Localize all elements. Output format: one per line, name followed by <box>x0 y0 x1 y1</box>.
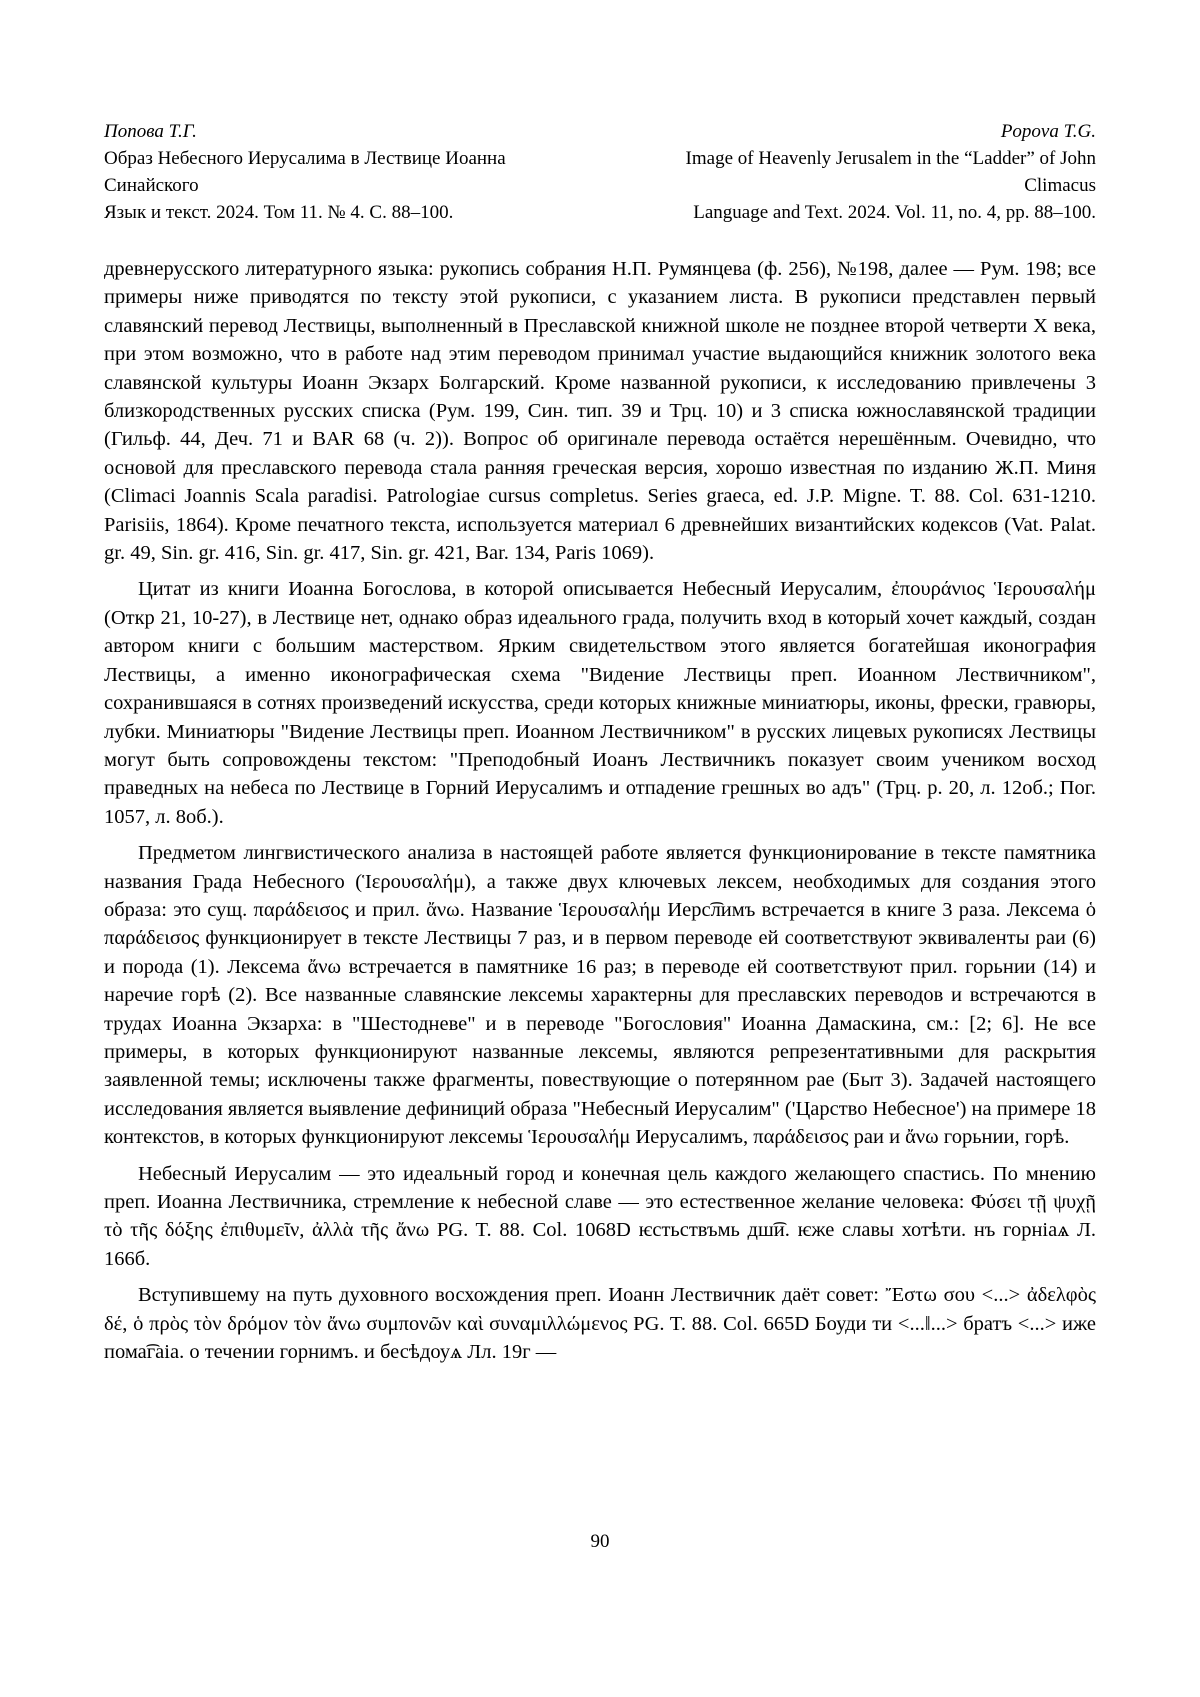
article-header <box>104 0 1096 226</box>
body-paragraph-2: Цитат из книги Иоанна Богослова, в которой описывается Небесный Иерусалим, ἐπουράνιος Ἱερουσαλήμ (Откр 21, 10-27), в Лествице нет, однако образ идеального града, получить вход в который хочет каждый, создан автором книги с большим мастерством. Ярким свидетельством этого является богатейшая иконография Лествицы, а именно иконографическая схема "Видение Лествицы преп. Иоанном Лествичником", сохранившаяся в сотнях произведений искусства, среди которых книжные миниатюры, иконы, фрески, гравюры, лубки. Миниатюры "Видение Лествицы преп. Иоанном Лествичником" в русских лицевых рукописях Лествицы могут быть сопровождены текстом: "Преподобный Иоанъ Лествичникъ показует своим учеником восход праведных на небеса по Лествице в Горний Иерусалимъ и отпадение грешных во адъ" (Трц. р. 20, л. 12об.; Пог. 1057, л. 8об.). <box>104 578 1096 828</box>
header-english <box>624 118 1096 226</box>
body-paragraph-4: Небесный Иерусалим — это идеальный город и конечная цель каждого желающего спастись. По мнению преп. Иоанна Лествичника, стремление к небесной славе — это естественное желание человека: Φύσει τῇ ψυχῇ τὸ τῆς δόξης ἐπιθυμεῖν, ἀλλὰ τῆς ἄνω PG. T. 88. Col. 1068D ѥстьствъмь дш͡и. ѥже славы хотѣти. нъ горніаѧ Л. 166б. <box>104 1162 1096 1270</box>
body-paragraph-1: древнерусского литературного языка: рукопись собрания Н.П. Румянцева (ф. 256), №198, далее — Рум. 198; все примеры ниже приводятся по тексту этой рукописи, с указанием листа. В рукописи представлен первый славянский перевод Лествицы, выполненный в Преславской книжной школе не позднее второй четверти X века, при этом возможно, что в работе над этим переводом принимал участие выдающийся книжник золотого века славянской культуры Иоанн Экзарх Болгарский. Кроме названной рукописи, к исследованию привлечены 3 близкородственных русских списка (Рум. 199, Син. тип. 39 и Трц. 10) и 3 списка южнославянской традиции (Гильф. 44, Деч. 71 и BAR 68 (ч. 2)). Вопрос об оригинале перевода остаётся нерешённым. Очевидно, что основой для преславского перевода стала ранняя греческая версия, хорошо известная по изданию Ж.П. Миня (Climaci Joannis Scala paradisi. Patrologiae cursus completus. Series graeca, ed. J.P. Migne. T. 88. Col. 631-1210. Parisiis, 1864). Кроме печатного текста, используется материал 6 древнейших византийских кодексов (Vat. Palat. gr. 49, Sin. gr. 416, Sin. gr. 417, Sin. gr. 421, Bar. 134, Paris 1069). <box>104 258 1096 565</box>
article-body <box>104 255 1096 1366</box>
article-title-en: Image of Heavenly Jerusalem in the “Ladder” of John Climacus <box>685 148 1096 196</box>
author-ru: Попова Т.Г. <box>104 121 197 142</box>
body-paragraph-3: Предметом лингвистического анализа в настоящей работе является функционирование в тексте памятника названия Града Небесного (Ἱερουσαλήμ), а также двух ключевых лексем, необходимых для создания этого образа: это сущ. παράδεισος и прил. ἄνω. Название Ἱερουσαλήμ Иерс͡лимъ встречается в книге 3 раза. Лексема ὁ παράδεισος функционирует в тексте Лествицы 7 раз, и в первом переводе ей соответствуют эквиваленты раи (6) и порода (1). Лексема ἄνω встречается в памятнике 16 раз; в переводе ей соответствуют прил. горьнии (14) и наречие горѣ (2). Все названные славянские лексемы характерны для преславских переводов и встречаются в трудах Иоанна Экзарха: в "Шестодневе" и в переводе "Богословия" Иоанна Дамаскина, см.: [2; 6]. Не все примеры, в которых функционируют названные лексемы, являются репрезентативными для раскрытия заявленной темы; исключены также фрагменты, повествующие о потерянном рае (Быт 3). Задачей настоящего исследования является выявление дефиниций образа "Небесный Иерусалим" ('Царство Небесное') на примере 18 контекстов, в которых функционируют лексемы Ἱερουσαλήμ Иерусалимъ, παράδεισος раи и ἄνω горьнии, горѣ. <box>104 842 1096 1149</box>
citation-ru: Язык и текст. 2024. Том 11. № 4. С. 88–100. <box>104 202 454 223</box>
body-paragraph-5: Вступившему на путь духовного восхождения преп. Иоанн Лествичник даёт совет: Ἔστω σου <...> ἀδελφὸς δέ, ὁ πρὸς τὸν δρόμον τὸν ἄνω συμπονῶν καὶ συναμιλλώμενος PG. T. 88. Col. 665D Боуди ти <...‖...> братъ <...> иже пома͡гаіа. о течении горнимъ. и бесѣдоуѧ Лл. 19г — <box>104 1284 1096 1364</box>
header-russian <box>104 118 554 226</box>
citation-en: Language and Text. 2024. Vol. 11, no. 4, pp. 88–100. <box>693 202 1096 223</box>
author-en: Popova T.G. <box>1000 121 1096 142</box>
article-title-ru: Образ Небесного Иерусалима в Лествице Иоанна Синайского <box>104 148 506 196</box>
page-number: 90 <box>590 1531 610 1552</box>
